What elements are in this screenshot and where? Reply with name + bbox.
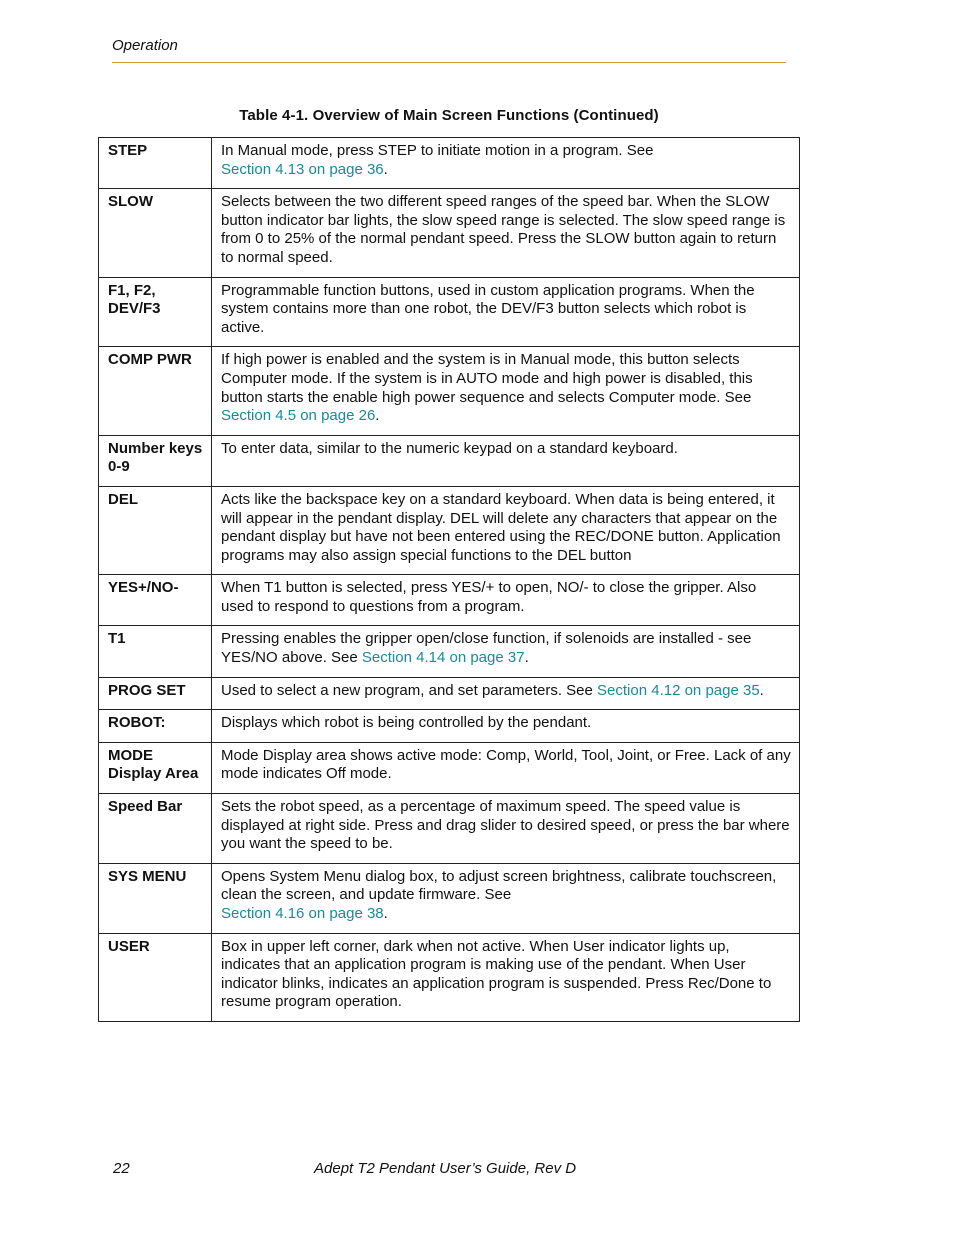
header-rule: [112, 62, 786, 63]
row-description: Box in upper left corner, dark when not active. When User indicator lights up, indicates that an application program is making use of the pendant. When User indicator blinks, indicates an application program is suspended. Press Rec/Done to resume program operation.: [212, 933, 800, 1021]
row-description: When T1 button is selected, press YES/+ to open, NO/- to close the gripper. Also used to respond to questions from a program.: [212, 575, 800, 626]
row-description: Used to select a new program, and set parameters. See Section 4.12 on page 35.: [212, 677, 800, 710]
row-term: Number keys 0-9: [99, 435, 212, 486]
row-term: F1, F2, DEV/F3: [99, 277, 212, 347]
section-link[interactable]: Section 4.16 on page 38: [221, 905, 384, 922]
row-description: Displays which robot is being controlled by the pendant.: [212, 710, 800, 743]
table-row: [99, 794, 800, 864]
row-term: YES+/NO-: [99, 575, 212, 626]
row-term: SYS MENU: [99, 863, 212, 933]
row-description: Sets the robot speed, as a percentage of maximum speed. The speed value is displayed at right side. Press and drag slider to desired speed, or press the bar where you want the speed to be.: [212, 794, 800, 864]
table-row: [99, 710, 800, 743]
row-term: ROBOT:: [99, 710, 212, 743]
row-term: COMP PWR: [99, 347, 212, 435]
section-link[interactable]: Section 4.12 on page 35: [597, 681, 760, 699]
running-header: Operation: [112, 37, 178, 54]
section-link[interactable]: Section 4.5 on page 26: [221, 407, 376, 425]
row-term: MODE Display Area: [99, 742, 212, 793]
table-row: [99, 486, 800, 574]
table-row: [99, 347, 800, 435]
section-link[interactable]: Section 4.13 on page 36: [221, 160, 384, 178]
row-description: Selects between the two different speed ranges of the speed bar. When the SLOW button indicator bar lights, the slow speed range is selected. The slow speed range is from 0 to 25% of the normal pendant speed. Press the SLOW button again to return to normal speed.: [212, 189, 800, 277]
row-description: To enter data, similar to the numeric keypad on a standard keyboard.: [212, 435, 800, 486]
table-row: [99, 933, 800, 1021]
row-description: Programmable function buttons, used in custom application programs. When the system contains more than one robot, the DEV/F3 button selects which robot is active.: [212, 277, 800, 347]
table-row: [99, 277, 800, 347]
table-row: [99, 863, 800, 933]
row-term: Speed Bar: [99, 794, 212, 864]
page-number: 22: [113, 1160, 130, 1177]
section-link[interactable]: Section 4.14 on page 37: [361, 649, 525, 667]
document-title: Adept T2 Pendant User’s Guide, Rev D: [314, 1160, 577, 1177]
row-term: T1: [99, 626, 212, 677]
row-term: DEL: [99, 486, 212, 574]
row-term: PROG SET: [99, 677, 212, 710]
row-description: If high power is enabled and the system is in Manual mode, this button selects Computer mode. If the system is in AUTO mode and high power is disabled, this button starts the enable high power sequence and selects Computer mode. See Section 4.5 on page 26.: [212, 347, 800, 435]
functions-table: [98, 137, 800, 1022]
table-row: [99, 138, 800, 189]
row-description: Opens System Menu dialog box, to adjust screen brightness, calibrate touchscreen, clean the screen, and update firmware. See Section 4.16 on page 38.: [212, 863, 800, 933]
row-term: SLOW: [99, 189, 212, 277]
row-description: Mode Display area shows active mode: Comp, World, Tool, Joint, or Free. Lack of any mode indicates Off mode.: [212, 742, 800, 793]
table-row: [99, 575, 800, 626]
table-row: [99, 435, 800, 486]
row-term: STEP: [99, 138, 212, 189]
row-term: USER: [99, 933, 212, 1021]
row-description: Acts like the backspace key on a standard keyboard. When data is being entered, it will appear in the pendant display. DEL will delete any characters that appear on the pendant display but have not been entered using the REC/DONE button. Application programs may also assign special functions to the DEL button: [212, 486, 800, 574]
row-description: Pressing enables the gripper open/close function, if solenoids are installed - see YES/NO above. See Section 4.14 on page 37.: [212, 626, 800, 677]
table-row: [99, 742, 800, 793]
table-caption: Table 4-1. Overview of Main Screen Functions (Continued): [239, 107, 659, 124]
table-row: [99, 677, 800, 710]
table-row: [99, 626, 800, 677]
row-description: In Manual mode, press STEP to initiate motion in a program. See Section 4.13 on page 36.: [212, 138, 800, 189]
table-row: [99, 189, 800, 277]
